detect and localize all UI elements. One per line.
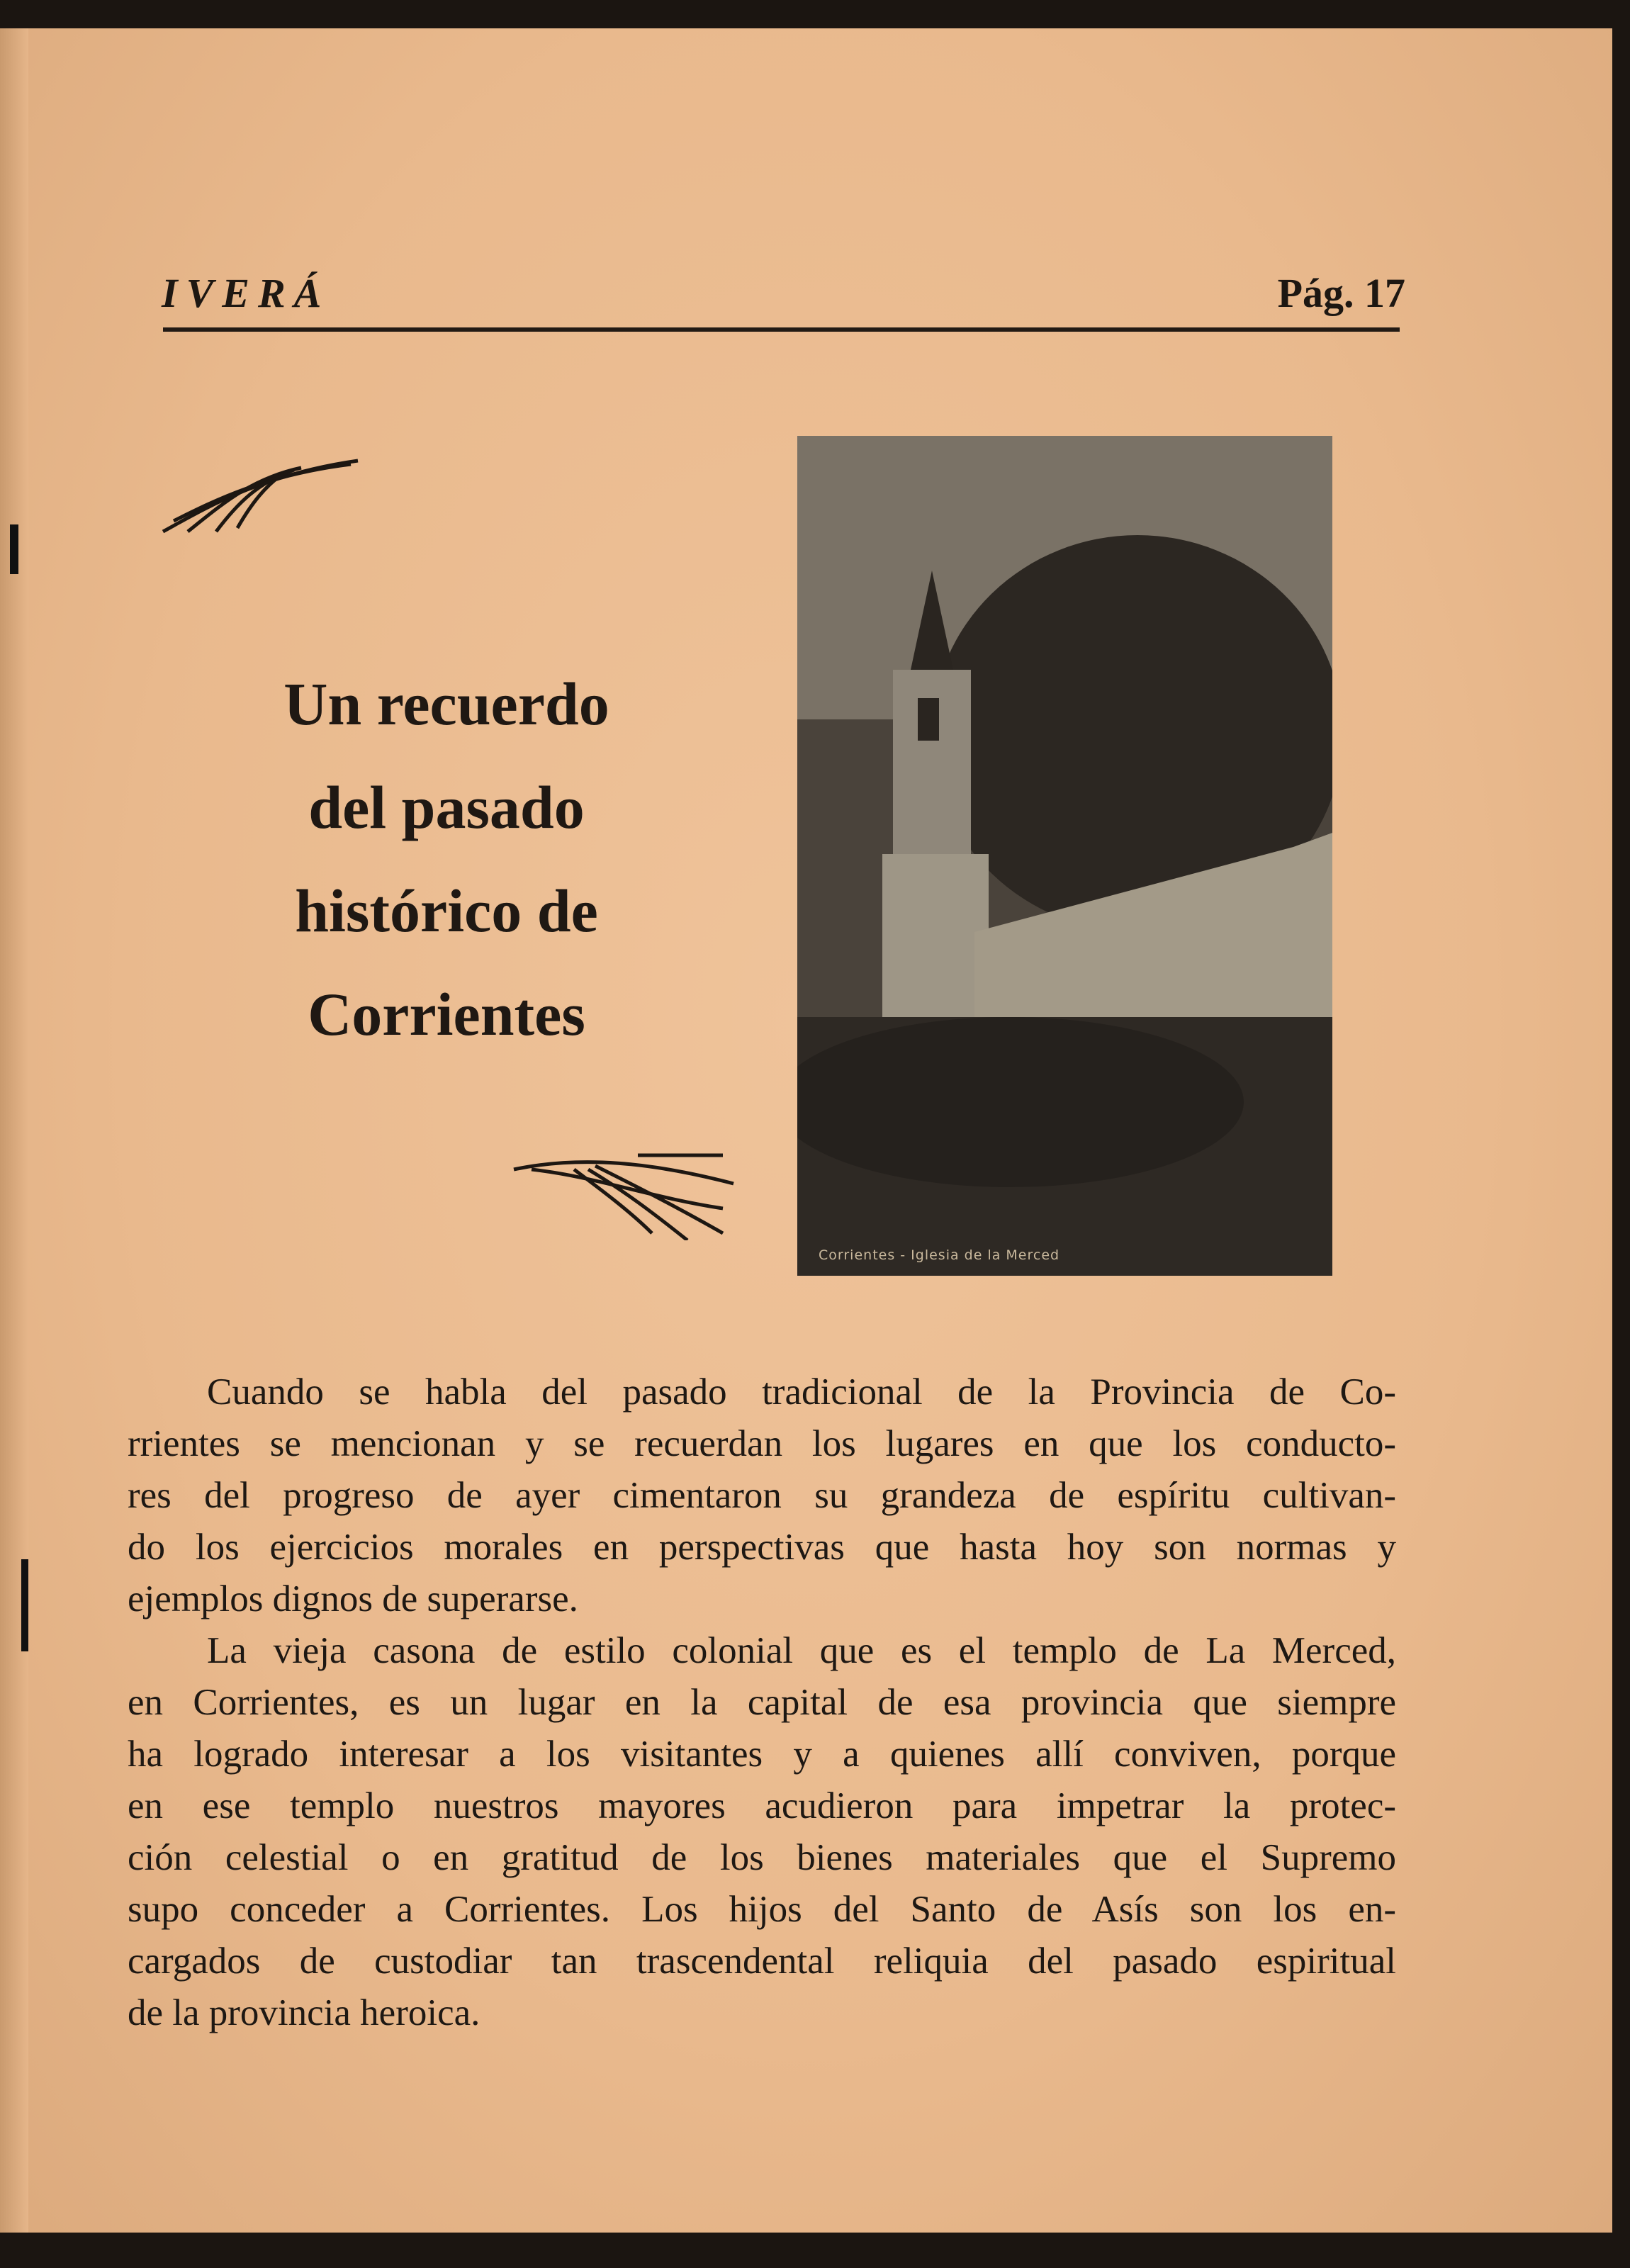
article-body: [128, 1366, 1396, 2039]
magazine-page: [0, 28, 1612, 2233]
body-line: cargados de custodiar tan trascendental reliquia del pasado espiritual: [128, 1941, 1396, 1982]
body-line: rrientes se mencionan y se recuerdan los lugares en que los conducto-: [128, 1423, 1396, 1464]
title-line: histórico de: [295, 877, 598, 945]
photo-caption: Corrientes - Iglesia de la Merced: [819, 1247, 1060, 1263]
header-rule: [163, 327, 1400, 332]
body-line: en ese templo nuestros mayores acudieron para impetrar la protec-: [128, 1785, 1396, 1826]
page-fold-shadow: [0, 28, 28, 2233]
body-line: ción celestial o en gratitud de los bienes materiales que el Supremo: [128, 1837, 1396, 1878]
title-line: Un recuerdo: [283, 670, 609, 738]
flourish-ornament-icon: [159, 447, 365, 539]
church-photo: [797, 436, 1332, 1276]
title-line: del pasado: [308, 773, 585, 841]
flourish-ornament-icon: [510, 1134, 737, 1240]
body-line: Cuando se habla del pasado tradicional de la Provincia de Co-: [207, 1371, 1396, 1413]
church-photo-image: [797, 436, 1332, 1276]
article-title: [213, 652, 680, 1066]
publication-name: IVERÁ: [162, 270, 330, 316]
title-line: Corrientes: [308, 980, 585, 1048]
body-line: en Corrientes, es un lugar en la capital de esa provincia que siempre: [128, 1682, 1396, 1723]
body-line: ejemplos dignos de superarse.: [128, 1578, 578, 1619]
body-line: res del progreso de ayer cimentaron su grandeza de espíritu cultivan-: [128, 1475, 1396, 1516]
binding-staple: [21, 1559, 28, 1651]
body-line: do los ejercicios morales en perspectivas que hasta hoy son normas y: [128, 1527, 1396, 1568]
body-line: supo conceder a Corrientes. Los hijos del Santo de Asís son los en-: [128, 1889, 1396, 1930]
body-line: La vieja casona de estilo colonial que es el templo de La Merced,: [207, 1630, 1396, 1671]
body-line: de la provincia heroica.: [128, 1992, 480, 2033]
body-line: ha logrado interesar a los visitantes y a quienes allí conviven, porque: [128, 1734, 1396, 1775]
binding-staple: [10, 524, 18, 574]
page-number: Pág. 17: [1277, 270, 1405, 316]
